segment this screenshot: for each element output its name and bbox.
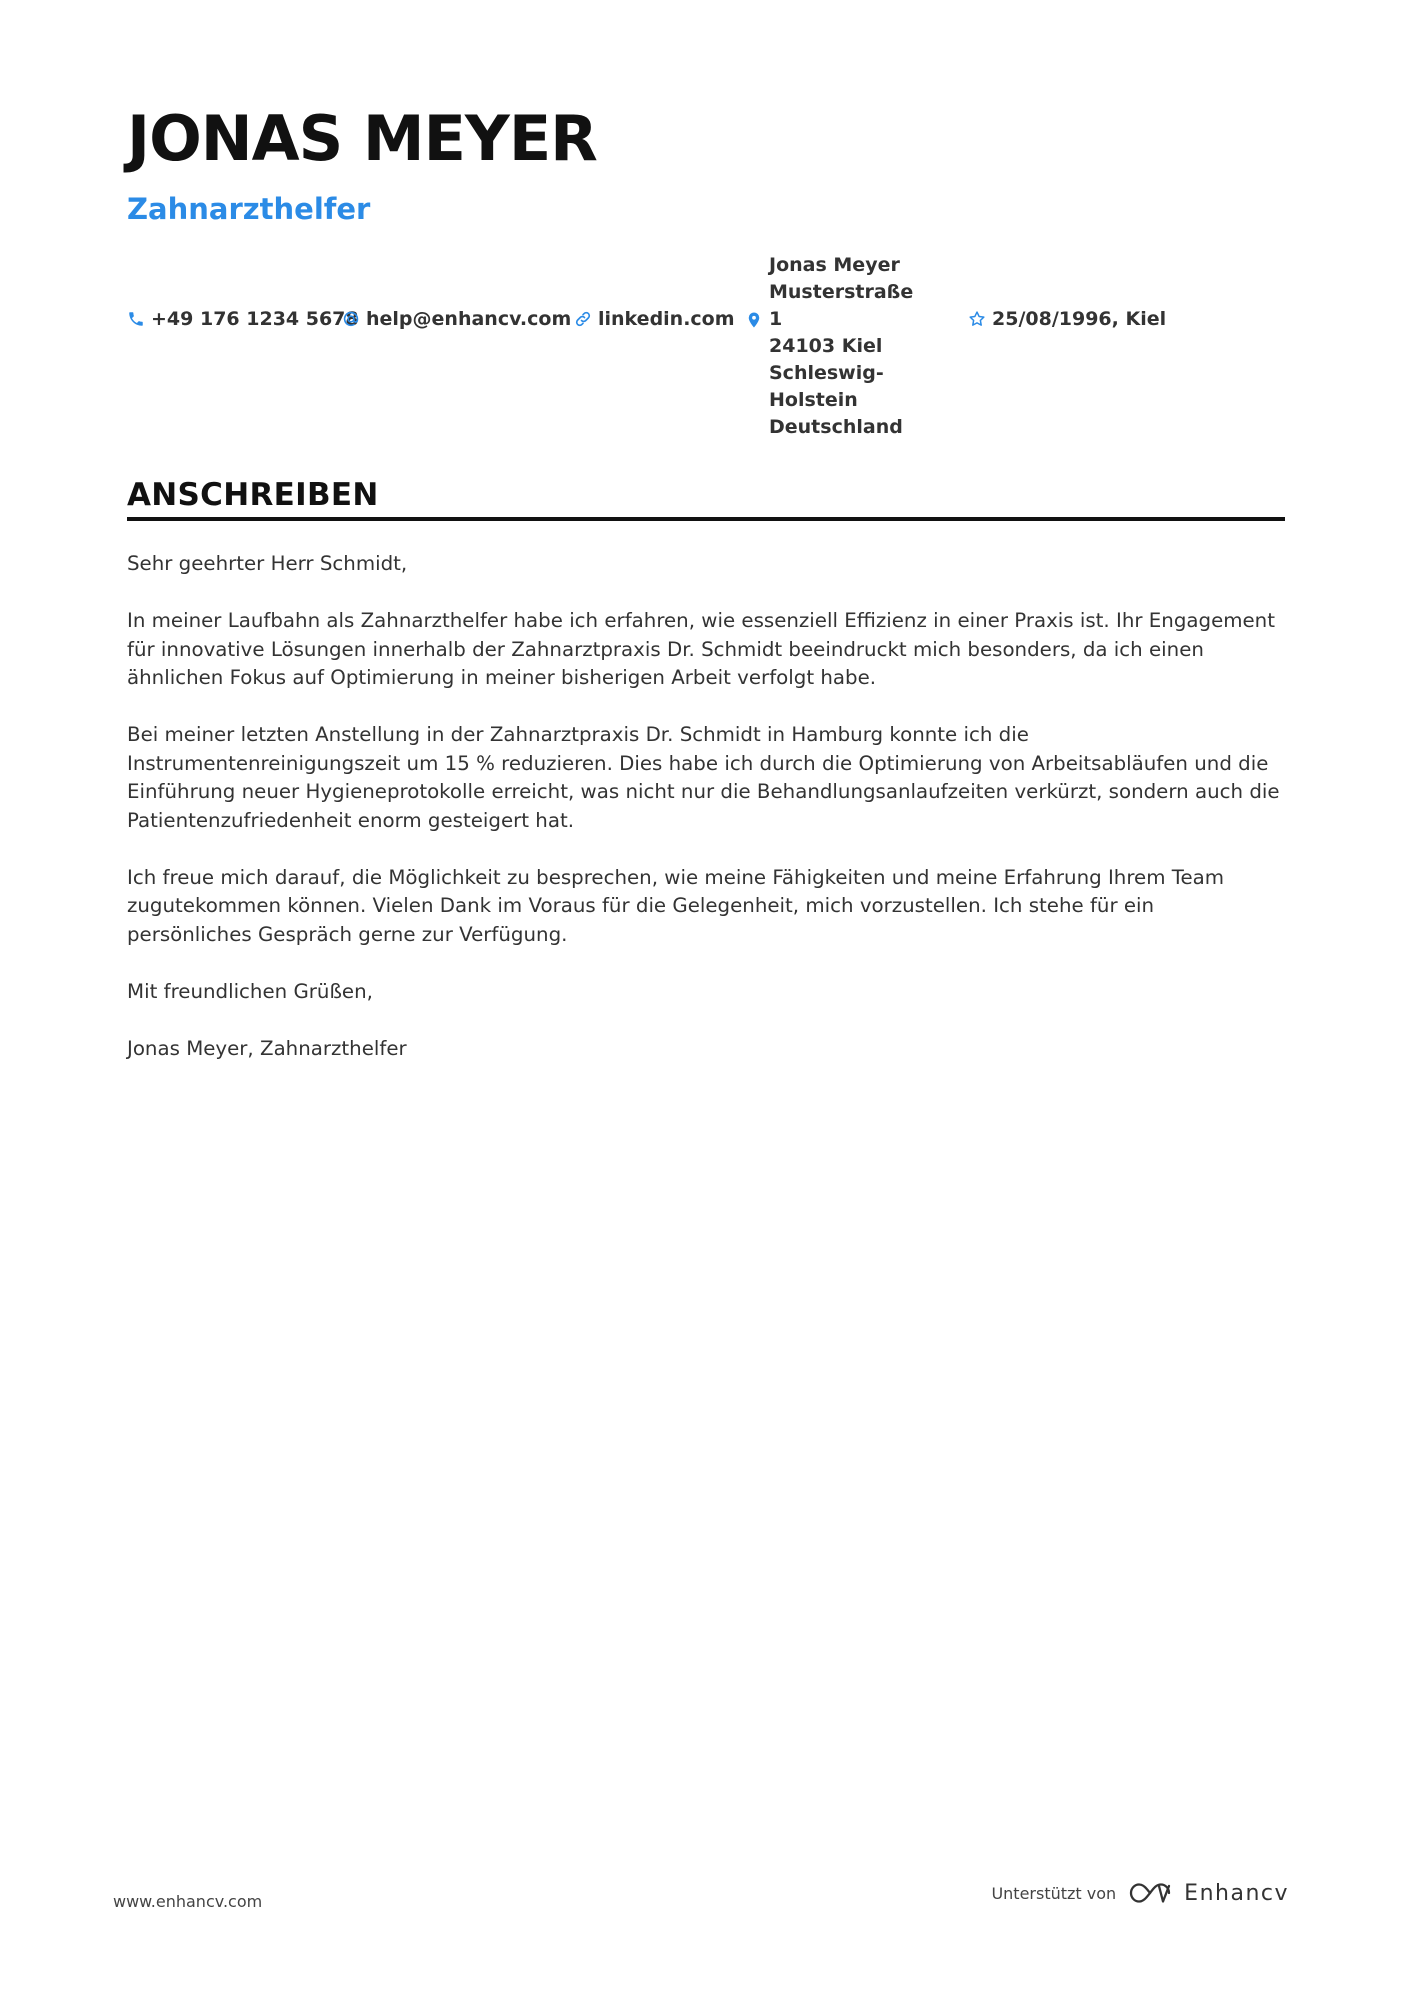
contact-phone[interactable] — [127, 308, 359, 330]
map-pin-icon — [745, 311, 763, 329]
contact-email[interactable] — [342, 308, 571, 330]
letter-paragraph: Ich freue mich darauf, die Möglichkeit zu besprechen, wie meine Fähigkeiten und meine Erfahrung Ihrem Team zugutekommen können. Vielen Dank im Voraus für die Gelegenheit, mich vorzustellen. Ich stehe für ein persönliches Gespräch gerne zur Verfügung. — [127, 865, 1225, 946]
address-line: Musterstraße 1 — [769, 281, 914, 330]
brand-wordmark: Enhancv — [1184, 1880, 1289, 1906]
phone-icon — [127, 310, 145, 328]
birth-text: 25/08/1996, Kiel — [992, 308, 1167, 330]
contact-linkedin[interactable] — [574, 308, 735, 330]
linkedin-text: linkedin.com — [598, 308, 735, 330]
contact-address — [745, 252, 913, 441]
enhancv-logo-icon — [1128, 1880, 1172, 1906]
address-line: Schleswig-Holstein — [769, 362, 884, 411]
letter-body — [127, 550, 1285, 1092]
star-icon — [968, 310, 986, 328]
letter-paragraph: In meiner Laufbahn als Zahnarzthelfer habe ich erfahren, wie essenziell Effizienz in einer Praxis ist. Ihr Engagement für innovative Lösungen innerhalb der Zahnarztpraxis Dr. Schmidt beeindruckt mich besonders, da ich einen ähnlichen Fokus auf Optimierung in meiner bisherigen Arbeit verfolgt habe. — [127, 609, 1275, 689]
letter-paragraph: Bei meiner letzten Anstellung in der Zahnarztpraxis Dr. Schmidt in Hamburg konnte ich die Instrumentenreinigungszeit um 15 % reduzieren. Dies habe ich durch die Optimierung von Arbeitsabläufen und die Einführung neuer Hygieneprotokolle erreicht, was nicht nur die Behandlungsanlaufzeiten verkürzt, sondern auch die Patientenzufriedenheit enorm gesteigert hat. — [127, 723, 1280, 832]
letter-closing: Mit freundlichen Grüßen, — [127, 979, 373, 1003]
candidate-role: Zahnarzthelfer — [127, 192, 371, 226]
address-line: 24103 Kiel — [769, 335, 883, 357]
phone-text: +49 176 1234 5678 — [151, 308, 359, 330]
address-line: Deutschland — [769, 416, 903, 438]
section-divider — [127, 517, 1285, 521]
letter-salutation: Sehr geehrter Herr Schmidt, — [127, 552, 408, 575]
contact-birth — [968, 308, 1166, 330]
at-icon — [342, 310, 360, 328]
letter-signature: Jonas Meyer, Zahnarzthelfer — [127, 1036, 407, 1060]
address-line: Jonas Meyer — [769, 254, 900, 276]
candidate-name: JONAS MEYER — [127, 102, 597, 175]
powered-by-text: Unterstützt von — [991, 1883, 1117, 1903]
link-icon — [574, 310, 592, 328]
footer-url[interactable]: www.enhancv.com — [113, 1892, 263, 1911]
section-title: ANSCHREIBEN — [127, 477, 379, 513]
footer-brand[interactable] — [991, 1880, 1289, 1906]
email-text: help@enhancv.com — [366, 308, 572, 330]
